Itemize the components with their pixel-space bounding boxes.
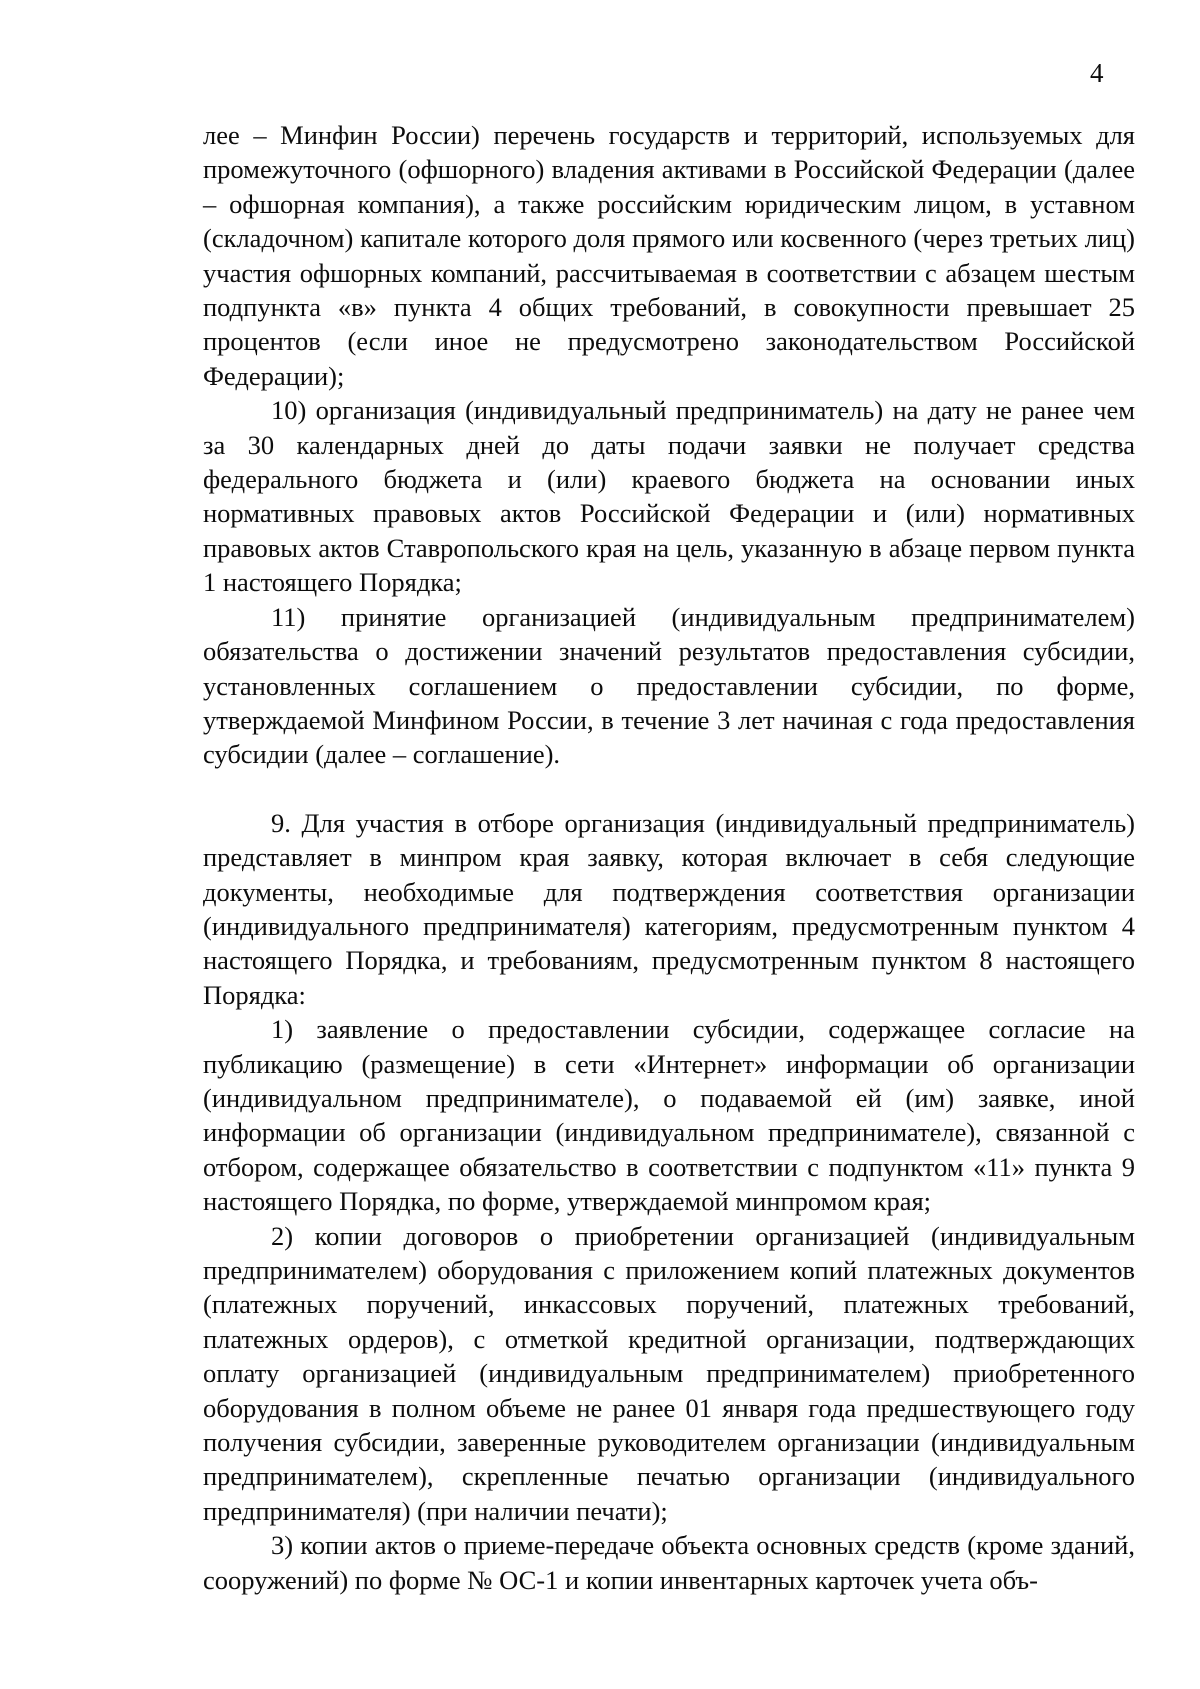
- document-body: [203, 118, 1135, 1597]
- paragraph-doc-2: 2) копии договоров о приобретении организацией (индивидуальным предпринимателем) оборудования с приложением копий платежных документов (платежных поручений, инкассовых поручений, платежных требований, платежных ордеров), с отметкой кредитной организации, подтверждающих оплату организацией (индивидуальным предпринимателем) приобретенного оборудования в полном объеме не ранее 01 января года предшествующего году получения субсидии, заверенные руководителем организации (индивидуальным предпринимателем), скрепленные печатью организации (индивидуального предпринимателя) (при наличии печати);: [203, 1220, 1135, 1526]
- page-number: 4: [1090, 58, 1104, 88]
- paragraph-doc-3: 3) копии актов о приеме-передаче объекта основных средств (кроме зданий, сооружений) по форме № ОС-1 и копии инвентарных карточек учета объ-: [203, 1530, 1135, 1595]
- paragraph-clause-9: 9. Для участия в отборе организация (индивидуальный предприниматель) представляет в минпром края заявку, которая включает в себя следующие документы, необходимые для подтверждения соответствия организации (индивидуального предпринимателя) категориям, предусмотренным пунктом 4 настоящего Порядка, и требованиям, предусмотренным пунктом 8 настоящего Порядка:: [203, 807, 1135, 1010]
- paragraph-item-11: 11) принятие организацией (индивидуальным предпринимателем) обязательства о достижении значений результатов предоставления субсидии, установленных соглашением о предоставлении субсидии, по форме, утверждаемой Минфином России, в течение 3 лет начиная с года предоставления субсидии (далее – соглашение).: [203, 601, 1135, 770]
- paragraph-doc-1: 1) заявление о предоставлении субсидии, содержащее согласие на публикацию (размещение) в сети «Интернет» информации об организации (индивидуальном предпринимателе), о подаваемой ей (им) заявке, иной информации об организации (индивидуальном предпринимателе), связанной с отбором, содержащее обязательство в соответствии с подпунктом «11» пункта 9 настоящего Порядка, по форме, утверждаемой минпромом края;: [203, 1014, 1135, 1217]
- paragraph-item-10: 10) организация (индивидуальный предприниматель) на дату не ранее чем за 30 календарных дней до даты подачи заявки не получает средства федерального бюджета и (или) краевого бюджета на основании иных нормативных правовых актов Российской Федерации и (или) нормативных правовых актов Ставропольского края на цель, указанную в абзаце первом пункта 1 настоящего Порядка;: [203, 395, 1135, 598]
- paragraph-offshore-continuation: лее – Минфин России) перечень государств и территорий, используемых для промежуточного (офшорного) владения активами в Российской Федерации (далее – офшорная компания), а также российским юридическим лицом, в уставном (складочном) капитале которого доля прямого или косвенного (через третьих лиц) участия офшорных компаний, рассчитываемая в соответствии с абзацем шестым подпункта «в» пункта 4 общих требований, в совокупности превышает 25 процентов (если иное не предусмотрено законодательством Российской Федерации);: [203, 120, 1135, 391]
